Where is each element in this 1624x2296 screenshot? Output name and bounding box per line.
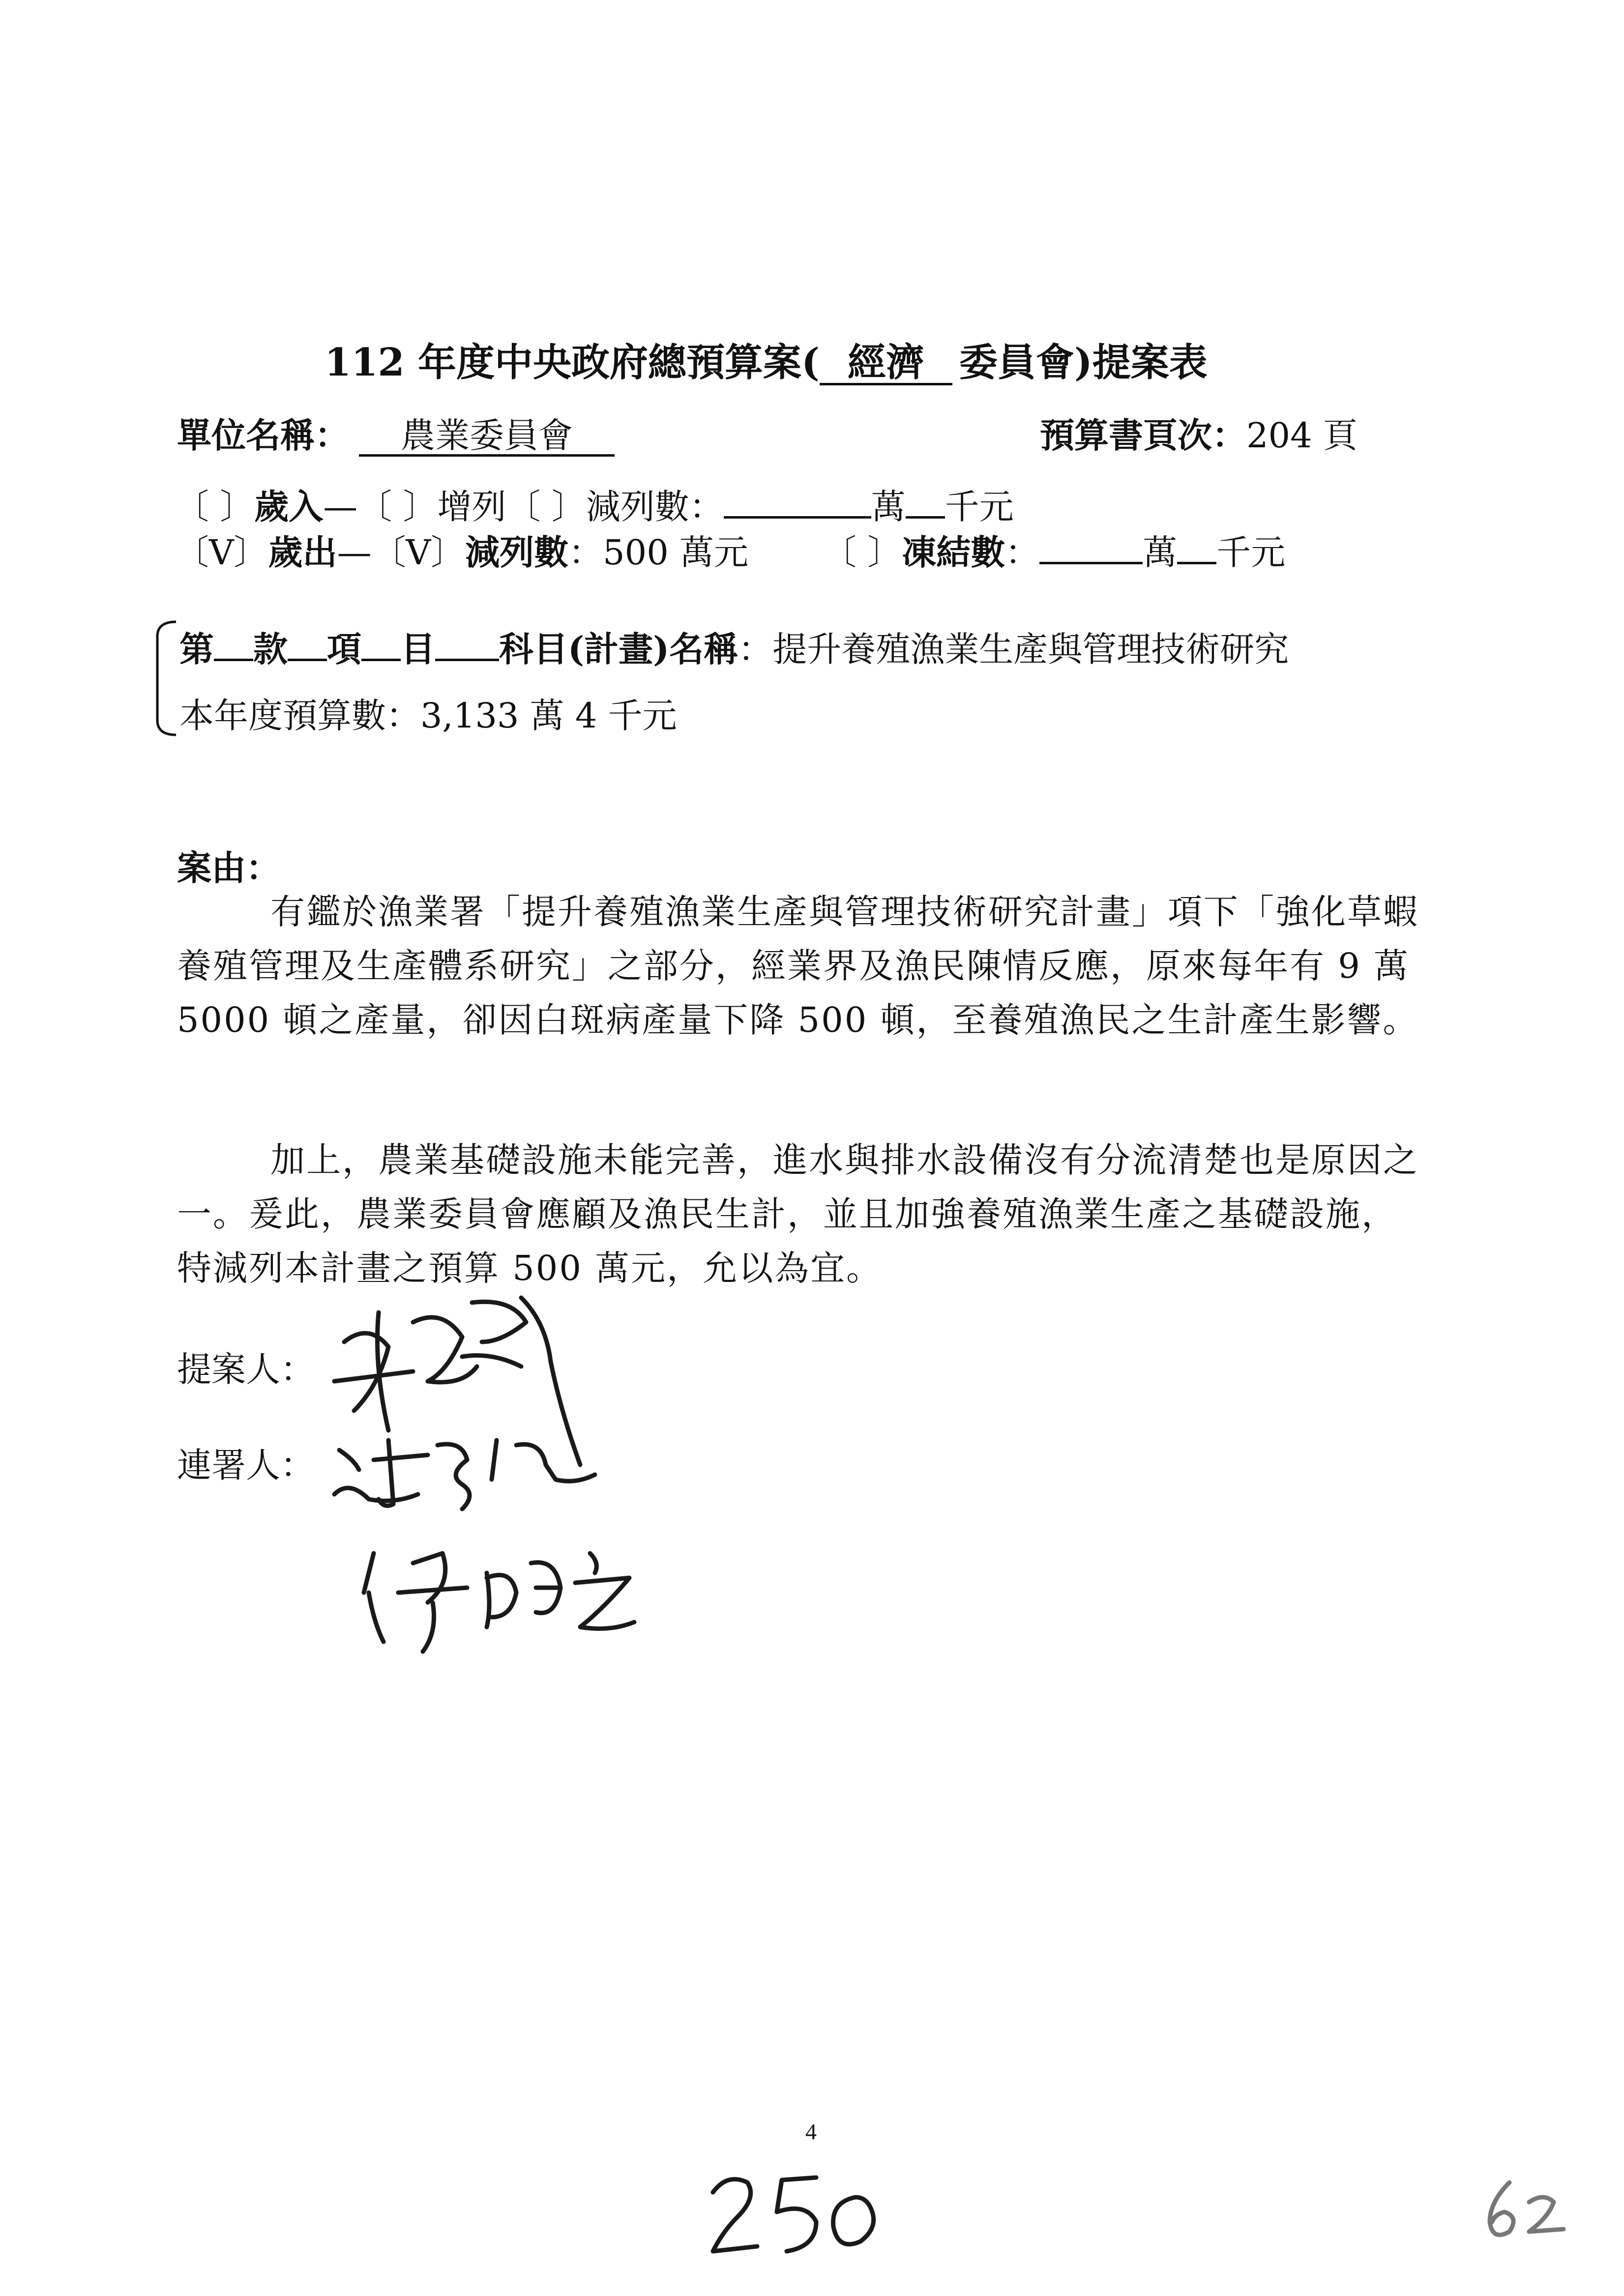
di-label: 第 xyxy=(179,629,214,669)
decrease-checkbox: 〔 〕 xyxy=(506,487,586,527)
decrease-checkbox: 〔V〕 xyxy=(371,532,466,573)
dash: — xyxy=(337,532,372,573)
unit-qian: 千元 xyxy=(945,487,1014,527)
subject-label: 科目(計畫)名稱 xyxy=(499,629,738,669)
mu-blank xyxy=(361,629,401,661)
budget-amount: 本年度預算數：3,133 萬 4 千元 xyxy=(179,696,677,736)
mu-label: 目 xyxy=(401,629,435,669)
cosigner-signature-2 xyxy=(344,1534,659,1661)
unit-wan: 萬 xyxy=(871,487,906,527)
decrease-label: 減列數： xyxy=(586,487,724,527)
expenditure-checkbox: 〔V〕 xyxy=(175,532,268,573)
freeze-qian-blank xyxy=(1177,532,1216,564)
decrease-value: ：500 萬元 xyxy=(568,532,748,573)
subject-blank xyxy=(435,629,499,661)
unit-row xyxy=(177,408,615,458)
colon: ： xyxy=(1005,532,1040,573)
expenditure-label: 歲出 xyxy=(268,532,337,573)
subject-value: ：提升養殖漁業生產與管理技術研究 xyxy=(738,629,1289,669)
cosigner-label: 連署人： xyxy=(177,1445,315,1485)
item-bracket xyxy=(148,617,182,740)
cosigner-signature-1 xyxy=(320,1421,659,1519)
expenditure-line xyxy=(175,525,1285,575)
page-number: 4 xyxy=(805,2119,817,2144)
dash: — xyxy=(323,487,358,527)
unit-value: 農業委員會 xyxy=(359,418,615,457)
revenue-label: 歲入 xyxy=(254,486,324,527)
reason-paragraph-2: 加上，農業基礎設施未能完善，進水與排水設備沒有分流清楚也是原因之一。爰此，農業委員會應顧及漁民生計，並且加強養殖漁業生產之基礎設施，特減列本計畫之預算 500 萬元，允以為宜。 xyxy=(177,1140,1419,1288)
budget-page-label: 預算書頁次： xyxy=(1040,415,1246,456)
revenue-checkbox: 〔 〕 xyxy=(175,487,255,527)
committee-name: 經濟 xyxy=(820,343,952,385)
budget-page-row xyxy=(1040,408,1358,458)
title-prefix: 112 年度中央政府總預算案( xyxy=(325,340,820,385)
handwritten-250 xyxy=(703,2163,890,2261)
revenue-line xyxy=(175,479,1014,529)
freeze-checkbox: 〔 〕 xyxy=(822,532,902,573)
handwritten-corner-note xyxy=(1475,2173,1568,2246)
proposer-label: 提案人： xyxy=(177,1349,315,1390)
decrease-wan-blank xyxy=(724,487,871,519)
title-suffix: 委員會)提案表 xyxy=(959,340,1208,385)
decrease-label: 減列數 xyxy=(465,532,569,573)
kuan-blank xyxy=(214,629,253,661)
increase-label: 增列 xyxy=(437,487,506,527)
unit-wan: 萬 xyxy=(1143,532,1178,573)
reason-paragraph-1: 有鑑於漁業署「提升養殖漁業生產與管理技術研究計畫」項下「強化草蝦養殖管理及生產體系研究」之部分，經業界及漁民陳情反應，原來每年有 9 萬 5000 頓之產量，卻因白斑病產量下降 500 頓，至養殖漁民之生計產生影響。 xyxy=(177,892,1419,1040)
xiang-label: 項 xyxy=(327,629,361,669)
unit-label: 單位名稱： xyxy=(177,415,349,456)
item-line xyxy=(179,622,1289,671)
unit-qian: 千元 xyxy=(1216,532,1286,573)
freeze-wan-blank xyxy=(1039,532,1143,564)
kuan-label: 款 xyxy=(253,629,288,669)
reason-heading: 案由： xyxy=(177,847,280,888)
budget-page-value: 204 頁 xyxy=(1246,415,1358,456)
decrease-qian-blank xyxy=(906,487,945,519)
increase-checkbox: 〔 〕 xyxy=(357,487,438,527)
freeze-label: 凍結數 xyxy=(902,532,1005,573)
form-title xyxy=(325,332,1208,387)
xiang-blank xyxy=(288,629,327,661)
